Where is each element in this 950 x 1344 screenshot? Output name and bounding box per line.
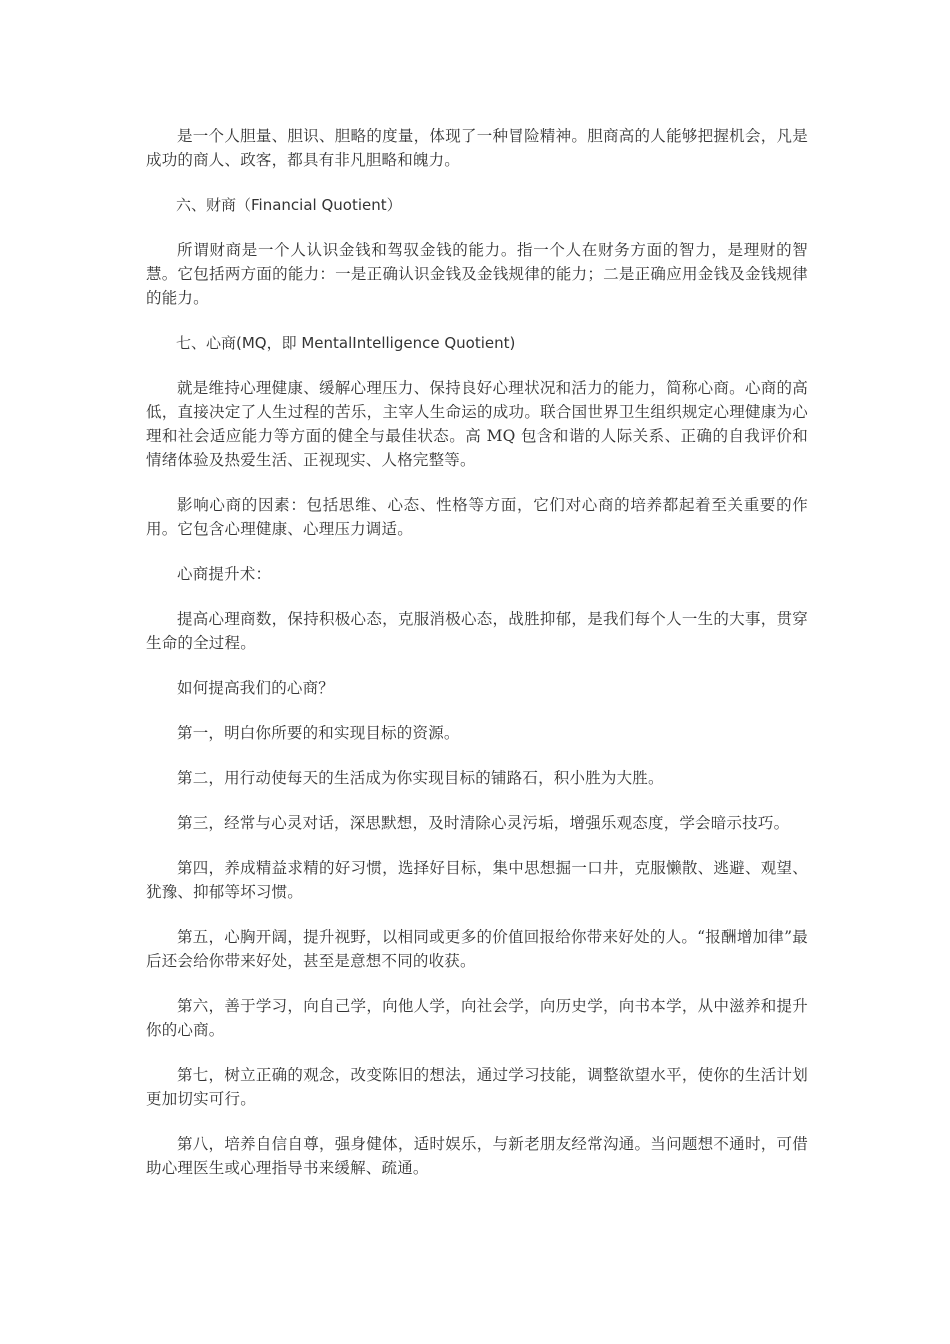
paragraph-improvement-intro: 提高心理商数，保持积极心态，克服消极心态，战胜抑郁，是我们每个人一生的大事，贯穿生命的全过程。 (146, 610, 808, 652)
list-item-first: 第一，明白你所要的和实现目标的资源。 (177, 724, 460, 742)
list-item-third: 第三，经常与心灵对话，深思默想，及时清除心灵污垢，增强乐观态度，学会暗示技巧。 (177, 814, 790, 832)
list-item-seventh: 第七，树立正确的观念，改变陈旧的想法，通过学习技能，调整欲望水平，使你的生活计划更加切实可行。 (146, 1066, 808, 1108)
paragraph-financial-quotient: 所谓财商是一个人认识金钱和驾驭金钱的能力。指一个人在财务方面的智力，是理财的智慧。它包括两方面的能力：一是正确认识金钱及金钱规律的能力；二是正确应用金钱及金钱规律的能力。 (146, 241, 808, 307)
paragraph-improvement-title: 心商提升术： (177, 565, 272, 583)
paragraph-courage-quotient: 是一个人胆量、胆识、胆略的度量，体现了一种冒险精神。胆商高的人能够把握机会，凡是成功的商人、政客，都具有非凡胆略和魄力。 (146, 127, 808, 169)
list-item-fifth: 第五，心胸开阔，提升视野，以相同或更多的价值回报给你带来好处的人。“报酬增加律”最后还会给你带来好处，甚至是意想不同的收获。 (146, 928, 808, 970)
list-item-sixth: 第六，善于学习，向自己学，向他人学，向社会学，向历史学，向书本学，从中滋养和提升你的心商。 (146, 997, 808, 1039)
paragraph-question: 如何提高我们的心商？ (177, 679, 335, 697)
list-item-fourth: 第四，养成精益求精的好习惯，选择好目标，集中思想掘一口井，克服懒散、逃避、观望、犹豫、抑郁等坏习惯。 (146, 859, 808, 901)
document-body (146, 124, 808, 1201)
heading-mental-quotient: 七、心商(MQ，即 MentalIntelligence Quotient) (176, 334, 516, 352)
paragraph-mental-quotient-definition: 就是维持心理健康、缓解心理压力、保持良好心理状况和活力的能力，简称心商。心商的高低，直接决定了人生过程的苦乐，主宰人生命运的成功。联合国世界卫生组织规定心理健康为心理和社会适应能力等方面的健全与最佳状态。高 MQ 包含和谐的人际关系、正确的自我评价和情绪体验及热爱生活、正视现实、人格完整等。 (146, 379, 808, 469)
heading-financial-quotient: 六、财商（Financial Quotient） (176, 196, 402, 214)
list-item-eighth: 第八，培养自信自尊，强身健体，适时娱乐，与新老朋友经常沟通。当问题想不通时，可借助心理医生或心理指导书来缓解、疏通。 (146, 1135, 808, 1177)
list-item-second: 第二，用行动使每天的生活成为你实现目标的铺路石，积小胜为大胜。 (177, 769, 664, 787)
paragraph-mental-quotient-factors: 影响心商的因素：包括思维、心态、性格等方面，它们对心商的培养都起着至关重要的作用。它包含心理健康、心理压力调适。 (146, 496, 808, 538)
